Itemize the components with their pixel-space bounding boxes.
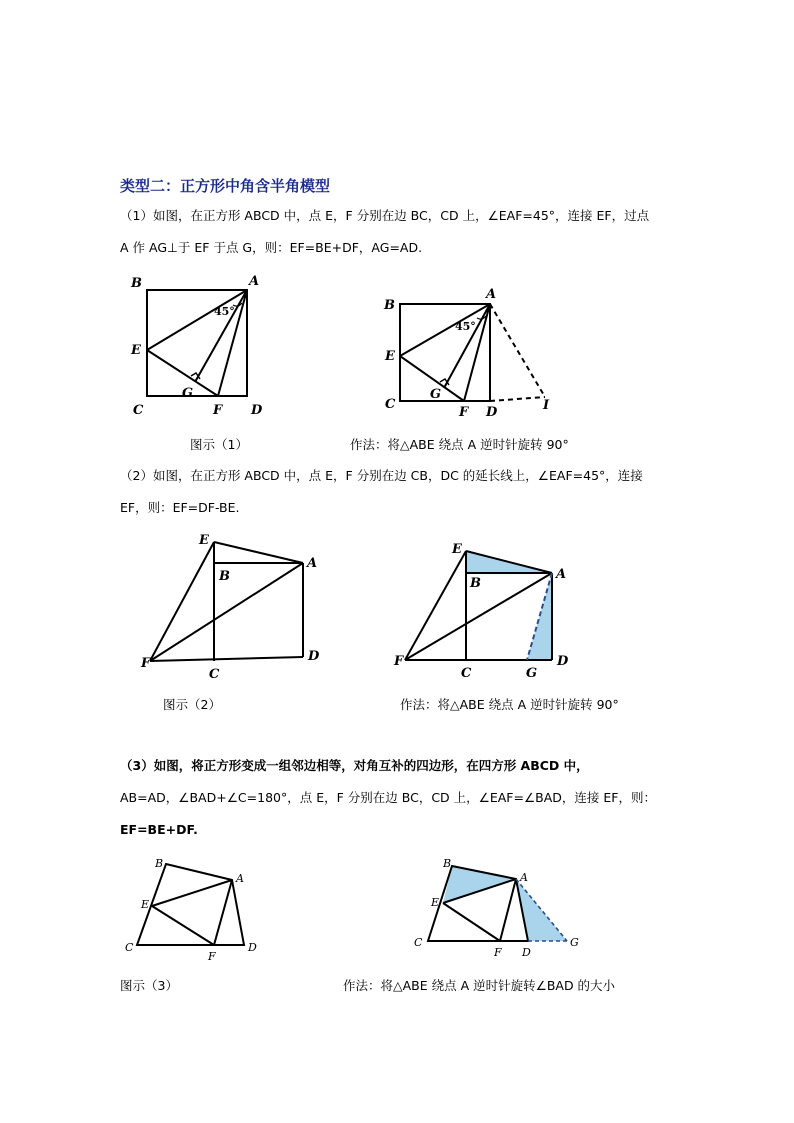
line-af-3r <box>500 879 516 941</box>
label-g: G <box>430 387 442 402</box>
label-a: A <box>249 274 260 289</box>
shaded-triangle-adg-3 <box>516 879 567 941</box>
label-c: C <box>209 667 220 682</box>
angle-label: 45° <box>214 305 235 318</box>
part1-text-line1: （1）如图，在正方形 ABCD 中，点 E，F 分别在边 BC，CD 上，∠EAF=45°，连接 EF，过点 <box>120 208 650 223</box>
figure-3-right <box>428 866 567 941</box>
figure-3-right-labels <box>414 857 579 959</box>
part3-text-line2: AB=AD，∠BAD+∠C=180°，点 E，F 分别在边 BC，CD 上，∠EAF=∠BAD，连接 EF，则： <box>120 790 656 805</box>
label-b: B <box>219 569 230 584</box>
label-a: A <box>520 871 528 884</box>
label-a: A <box>236 872 244 885</box>
angle-label: 45° <box>455 320 476 333</box>
part3-fig-caption: 图示（3） <box>120 978 178 993</box>
figure-2-right <box>405 551 552 660</box>
label-e: E <box>131 343 141 358</box>
label-g: G <box>182 386 194 401</box>
line-fd-2 <box>150 657 303 661</box>
dashed-di <box>490 397 545 401</box>
label-b: B <box>384 298 395 313</box>
label-f: F <box>459 405 469 420</box>
label-d: D <box>308 649 320 664</box>
figure-2-left <box>150 542 303 661</box>
label-d: D <box>248 941 257 954</box>
line-ef-3 <box>152 906 214 945</box>
line-ef-2 <box>150 542 214 661</box>
label-f: F <box>394 654 404 669</box>
section-title: 类型二：正方形中角含半角模型 <box>120 177 331 195</box>
label-d: D <box>557 654 569 669</box>
line-ae-3 <box>152 880 232 906</box>
line-af-3 <box>214 880 232 945</box>
part2-text-line1: （2）如图，在正方形 ABCD 中，点 E，F 分别在边 CB，DC 的延长线上，∠EAF=45°，连接 <box>120 468 643 483</box>
label-f: F <box>208 950 216 963</box>
part3-text-line3: EF=BE+DF. <box>120 822 198 837</box>
label-b: B <box>131 276 142 291</box>
label-f: F <box>141 656 151 671</box>
label-d: D <box>486 405 498 420</box>
label-e: E <box>199 533 209 548</box>
label-g: G <box>526 666 538 681</box>
label-b: B <box>443 857 452 870</box>
label-c: C <box>125 941 134 954</box>
label-c: C <box>461 666 472 681</box>
line-ea-2 <box>214 542 303 563</box>
line-ag-1 <box>195 290 247 382</box>
quad-abcd-3 <box>137 864 244 945</box>
label-c: C <box>414 936 423 949</box>
part2-text-line2: EF，则：EF=DF-BE. <box>120 500 240 515</box>
part1-method-caption: 作法：将△ABE 绕点 A 逆时针旋转 90° <box>350 437 569 452</box>
label-e: E <box>431 896 440 909</box>
label-e: E <box>141 898 150 911</box>
part2-fig-caption: 图示（2） <box>163 697 221 712</box>
label-c: C <box>133 403 144 418</box>
label-f: F <box>494 946 502 959</box>
label-a: A <box>307 556 318 571</box>
line-ef-3r <box>443 903 500 941</box>
part2-method-caption: 作法：将△ABE 绕点 A 逆时针旋转 90° <box>400 697 619 712</box>
dashed-ai <box>490 304 545 397</box>
part3-text-line1: （3）如图，将正方形变成一组邻边相等，对角互补的四边形，在四方形 ABCD 中， <box>120 758 589 773</box>
line-ae-1 <box>147 290 247 350</box>
label-i: I <box>543 398 550 413</box>
label-f: F <box>213 403 223 418</box>
label-a: A <box>556 567 567 582</box>
label-a: A <box>486 287 497 302</box>
part3-method-caption: 作法：将△ABE 绕点 A 逆时针旋转∠BAD 的大小 <box>343 978 616 993</box>
part1-fig-caption: 图示（1） <box>190 437 248 452</box>
label-d: D <box>522 946 531 959</box>
label-c: C <box>385 397 396 412</box>
line-ef-2r <box>405 551 466 660</box>
figure-3-left <box>137 864 244 945</box>
figure-1-right <box>400 304 545 401</box>
label-e: E <box>452 542 462 557</box>
label-b: B <box>155 857 164 870</box>
part1-text-line2: A 作 AG⊥于 EF 于点 G，则：EF=BE+DF，AG=AD. <box>120 240 423 255</box>
label-b: B <box>470 576 481 591</box>
label-e: E <box>385 349 395 364</box>
label-d: D <box>251 403 263 418</box>
label-g: G <box>570 936 579 949</box>
